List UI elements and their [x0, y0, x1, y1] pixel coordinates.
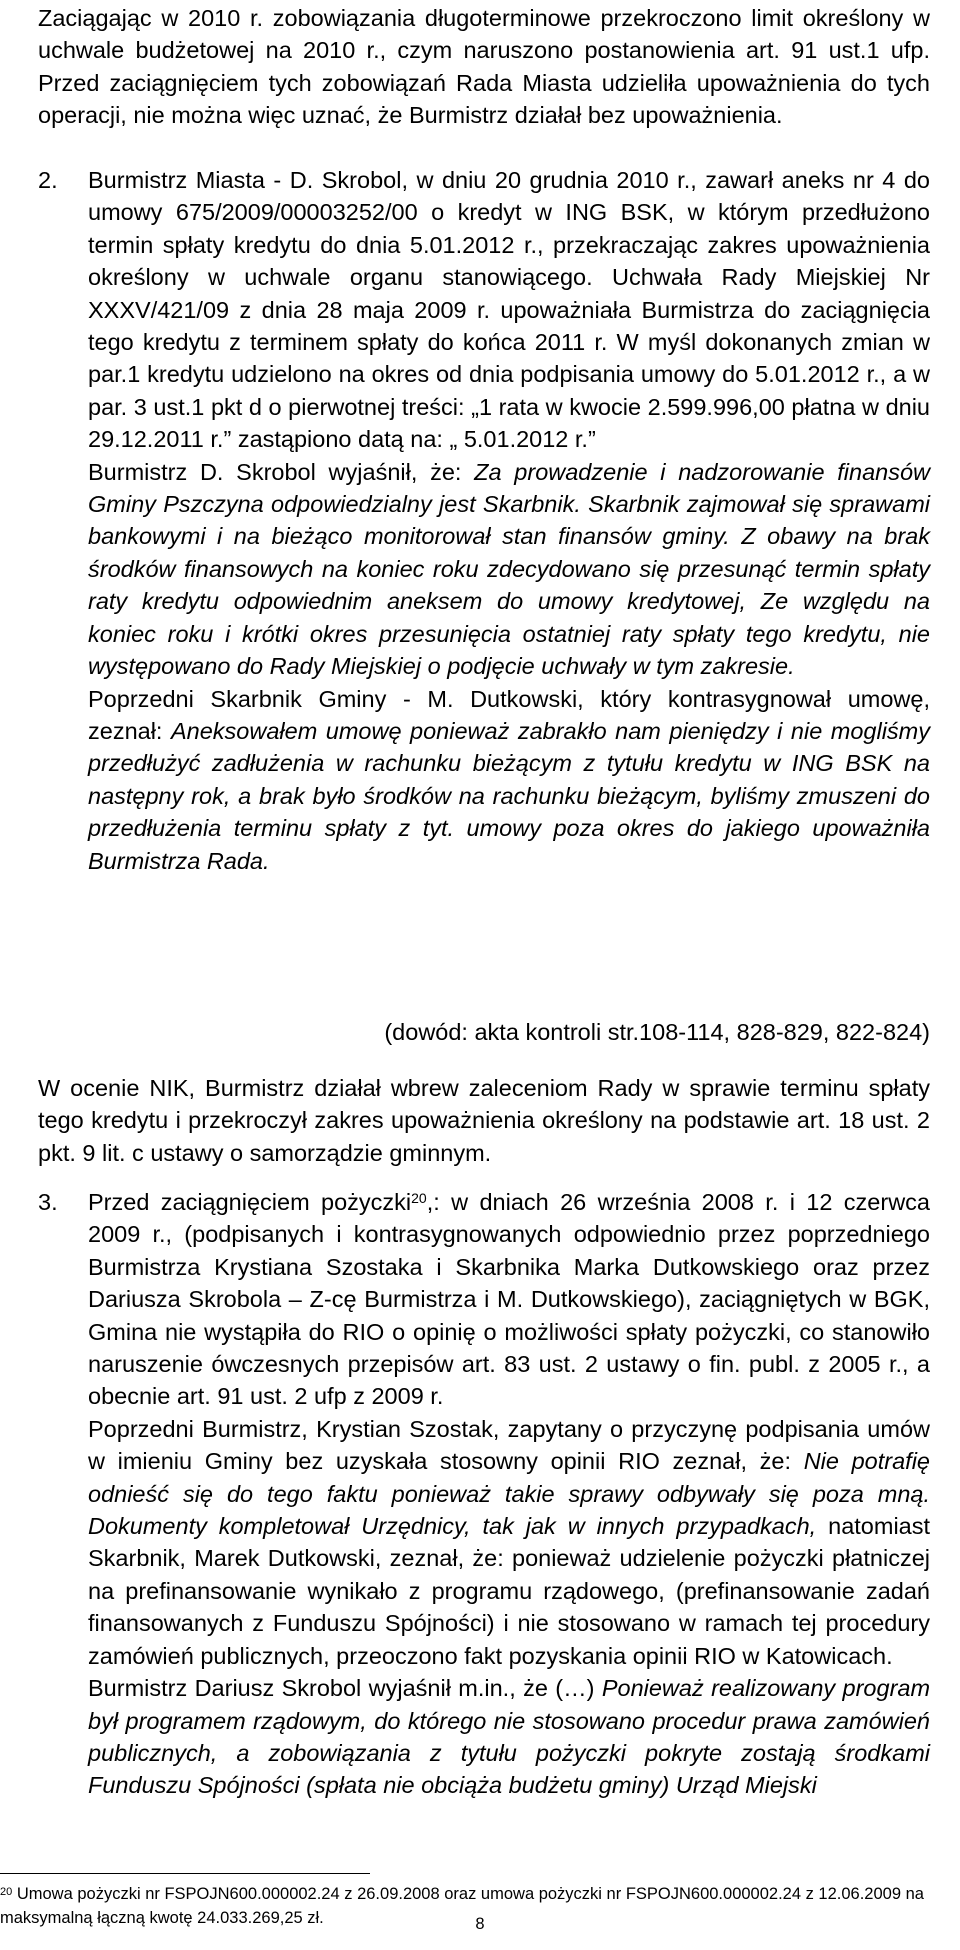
szostak-statement — [88, 1413, 930, 1672]
nik-opinion-block — [38, 1072, 930, 1169]
szostak-intro: Poprzedni Burmistrz, Krystian Szostak, zapytany o przyczynę podpisania umów w imieniu Gminy bez uzyskała stosowny opinii RIO zeznał, że: — [88, 1415, 930, 1475]
item-3-text — [88, 1186, 930, 1413]
footnote-ref[interactable]: 20 — [411, 1190, 427, 1206]
skrobol-second-intro: Burmistrz Dariusz Skrobol wyjaśnił m.in., że — [88, 1675, 548, 1702]
skrobol-second-statement — [88, 1672, 930, 1802]
paragraph-text: Zaciągając w 2010 r. zobowiązania długoterminowe przekroczono limit określony w uchwale budżetowej na 2010 r., czym naruszono postanowienia art. 91 ust.1 ufp. Przed zaciągnięciem tych zobowiązań Rada Miasta udzieliła upoważnienia do tych operacji, nie można więc uznać, że Burmistrz działał bez upoważnienia. — [38, 5, 930, 129]
footnote-text: Umowa pożyczki nr FSPOJN600.000002.24 z 26.09.2008 oraz umowa pożyczki nr FSPOJN600.000002.24 z 12.06.2009 na maksymalną łączną kwotę 24.033.269,25 zł. — [0, 1885, 924, 1927]
item-3-text-a: Przed zaciągnięciem pożyczki — [88, 1189, 412, 1215]
footnote-divider — [0, 1873, 370, 1874]
skrobol-intro: Burmistrz D. Skrobol wyjaśnił, że: — [88, 458, 462, 485]
paragraph-borrowing-limit — [38, 2, 930, 132]
nik-opinion: W ocenie NIK, Burmistrz działał wbrew zaleceniom Rady w sprawie terminu spłaty tego kredytu i przekroczył zakres upoważnienia określony na podstawie art. 18 ust. 2 pkt. 9 lit. c ustawy o samorządzie gminnym. — [38, 1075, 930, 1166]
skrobol-statement — [88, 456, 930, 683]
item-2-number: 2. — [38, 167, 58, 193]
item-3-text-b: ,: w dniach 26 września 2008 r. i 12 czerwca 2009 r., (podpisanych i kontrasygnowanych odpowiednio przez poprzedniego Burmistrza Krystiana Szostaka i Skarbnika Marka Dutkowskiego oraz przez Dariusza Skrobola – Z-cę Burmistrza i M. Dutkowskiego), zaciągniętych w BGK, Gmina nie wystąpiła do RIO o opinię o możliwości spłaty pożyczki, co stanowiło naruszenie ówczesnych przepisów art. 83 ust. 2 ustawy o fin. publ. z 2005 r., a obecnie art. 91 ust. 2 ufp z 2009 r. — [88, 1189, 930, 1410]
footnote-mark: 20 — [0, 1886, 13, 1898]
dutkowski-second: natomiast Skarbnik, Marek Dutkowski, zeznał, że: ponieważ udzielenie pożyczki płatniczej na prefinansowanie wynikało z programu rządowego, (prefinansowanie zadań finansowanych z Funduszu Spójności) i nie stosowano w ramach tej procedury zamówień publicznych, przeoczono fakt pozyskania opinii RIO w Katowicach. — [88, 1513, 931, 1669]
item-2-text: Burmistrz Miasta - D. Skrobol, w dniu 20 grudnia 2010 r., zawarł aneks nr 4 do umowy 675/2009/00003252/00 o kredyt w ING BSK, w którym przedłużono termin spłaty kredytu do dnia 5.01.2012 r., przekraczając zakres upoważnienia określony w uchwale organu stanowiącego. Uchwała Rady Miejskiej Nr XXXV/421/09 z dnia 28 maja 2009 r. upoważniała Burmistrza do zaciągnięcia tego kredytu z terminem spłaty do końca 2011 r. W myśl dokonanych zmian w par.1 kredytu udzielono na okres od dnia podpisania umowy do 5.01.2012 r., a w par. 3 ust.1 pkt d o pierwotnej treści: „1 rata w kwocie 2.599.996,00 płatna w dniu 29.12.2011 r.” zastąpiono datą na: „ 5.01.2012 r.” — [88, 167, 930, 453]
evidence-reference: (dowód: akta kontroli str.108-114, 828-829, 822-824) — [384, 1019, 930, 1045]
item-3-block — [88, 1186, 930, 1802]
szostak-quote: Nie potrafię odnieść się do tego faktu ponieważ takie sprawy odbywały się poza mną. Dokumenty kompletował Urzędnicy, tak jak w innych przypadkach, — [88, 1448, 930, 1540]
skrobol-second-quote: Ponieważ realizowany program był programem rządowym, do którego nie stosowano procedur prawa zamówień publicznych, a zobowiązania z tytułu pożyczki pokryte zostają środkami Funduszu Spójności (spłata nie obciąża budżetu gminy) Urząd Miejski — [88, 1675, 931, 1799]
skrobol-quote: Za prowadzenie i nadzorowanie finansów Gminy Pszczyna odpowiedzialny jest Skarbnik. Skarbnik zajmował się sprawami bankowymi i na bieżąco monitorował stan finansów gminy. Z obawy na brak środków finansowych na koniec roku zdecydowano się przesunąć termin spłaty raty kredytu odpowiednim aneksem do umowy kredytowej, Ze względu na koniec roku i krótki okres przesunięcia ostatniej raty spłaty tego kredytu, nie występowano do Rady Miejskiej o podjęcie uchwały w tym zakresie. — [88, 458, 931, 680]
dutkowski-quote: Aneksowałem umowę ponieważ zabrakło nam pieniędzy i nie mogliśmy przedłużyć zadłużenia w rachunku bieżącym z tytułu kredytu w ING BSK na następny rok, a brak było środków na rachunku bieżącym, byliśmy zmuszeni do przedłużenia terminu spłaty z tyt. umowy poza okres do jakiego upoważniła Burmistrza Rada. — [88, 717, 931, 874]
item-3-number: 3. — [38, 1189, 58, 1215]
skrobol-second-paren: (…) — [555, 1675, 595, 1702]
dutkowski-statement — [88, 683, 930, 877]
dutkowski-intro: Poprzedni Skarbnik Gminy - M. Dutkowski, który kontrasygnował umowę, zeznał: — [88, 685, 930, 744]
item-2-block — [88, 164, 930, 877]
page-number: 8 — [475, 1915, 485, 1933]
